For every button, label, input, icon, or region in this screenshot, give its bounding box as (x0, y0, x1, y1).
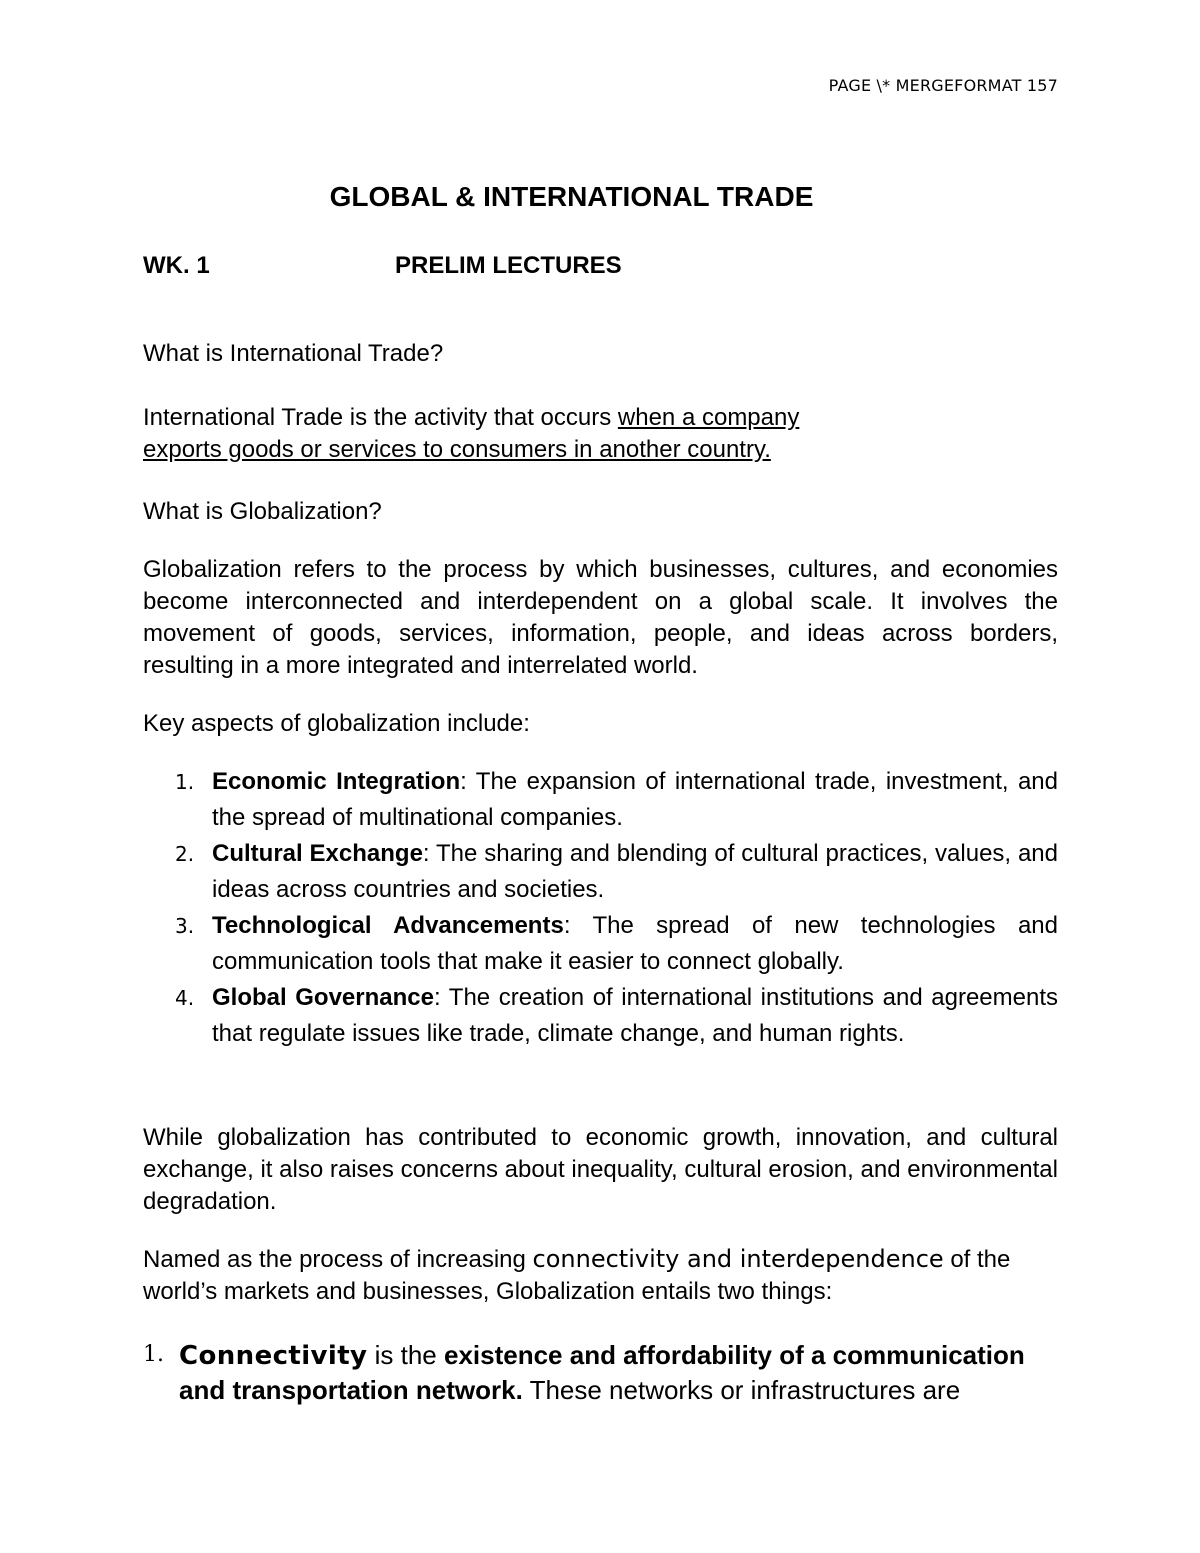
page-header-field: PAGE \* MERGEFORMAT 157 (828, 76, 1058, 95)
definition-underlined-part1: when a company (617, 404, 800, 431)
list-text: : The expansion of international trade, investment, and the spread of multinational companies. (212, 768, 1059, 831)
list-number: 4. (175, 986, 195, 1010)
list-item (143, 908, 1058, 980)
list-item (143, 980, 1058, 1052)
globalization-things-item (143, 1338, 1058, 1407)
question-international-trade: What is International Trade? (143, 340, 444, 367)
definition-international-trade (143, 402, 1058, 466)
named-part-a: Named as the process of increasing (143, 1246, 533, 1273)
list-text: : The creation of international institutions and agreements that regulate issues like trade, climate change, and human rights. (212, 984, 1058, 1047)
list-number: 2. (175, 842, 195, 866)
key-aspects-list (143, 764, 1058, 1052)
list-mid: is the (367, 1340, 444, 1370)
document-title: GLOBAL & INTERNATIONAL TRADE (329, 181, 814, 212)
list-number: 3. (175, 914, 195, 938)
list-text: : The sharing and blending of cultural practices, values, and ideas across countries and societies. (212, 840, 1059, 903)
list-term: Connectivity (179, 1341, 368, 1371)
named-paragraph (143, 1243, 1058, 1308)
lecture-label: PRELIM LECTURES (395, 252, 622, 279)
list-term: Cultural Exchange (212, 840, 423, 867)
list-text: : The spread of new technologies and communication tools that make it easier to connect globally. (212, 912, 1058, 975)
list-item (143, 764, 1058, 836)
definition-underlined-part2: exports goods or services to consumers in another country. (143, 436, 771, 463)
definition-globalization: Globalization refers to the process by which businesses, cultures, and economies become interconnected and interdependent on a global scale. It involves the movement of goods, services, information, people, and ideas across borders, resulting in a more integrated and interrelated world. (143, 556, 1058, 679)
list-term: Economic Integration (212, 768, 461, 795)
named-part-c: of the world’s markets and businesses, Globalization entails two things: (143, 1246, 1011, 1305)
list-number: 1. (143, 1342, 164, 1367)
list-number: 1. (175, 770, 195, 794)
list-rest: These networks or infrastructures are (522, 1375, 961, 1405)
concerns-paragraph: While globalization has contributed to economic growth, innovation, and cultural exchange, it also raises concerns about inequality, cultural erosion, and environmental degradation. (143, 1124, 1058, 1215)
list-item (143, 836, 1058, 908)
list-bold-text: existence and affordability of a communication and transportation network. (179, 1340, 1025, 1405)
named-part-b: connectivity and interdependence (532, 1245, 944, 1273)
question-globalization: What is Globalization? (143, 498, 382, 525)
week-label: WK. 1 (143, 252, 210, 279)
key-aspects-intro: Key aspects of globalization include: (143, 710, 530, 737)
definition-lead: International Trade is the activity that occurs (143, 404, 618, 431)
list-term: Global Governance (212, 984, 434, 1011)
list-term: Technological Advancements (212, 912, 564, 939)
